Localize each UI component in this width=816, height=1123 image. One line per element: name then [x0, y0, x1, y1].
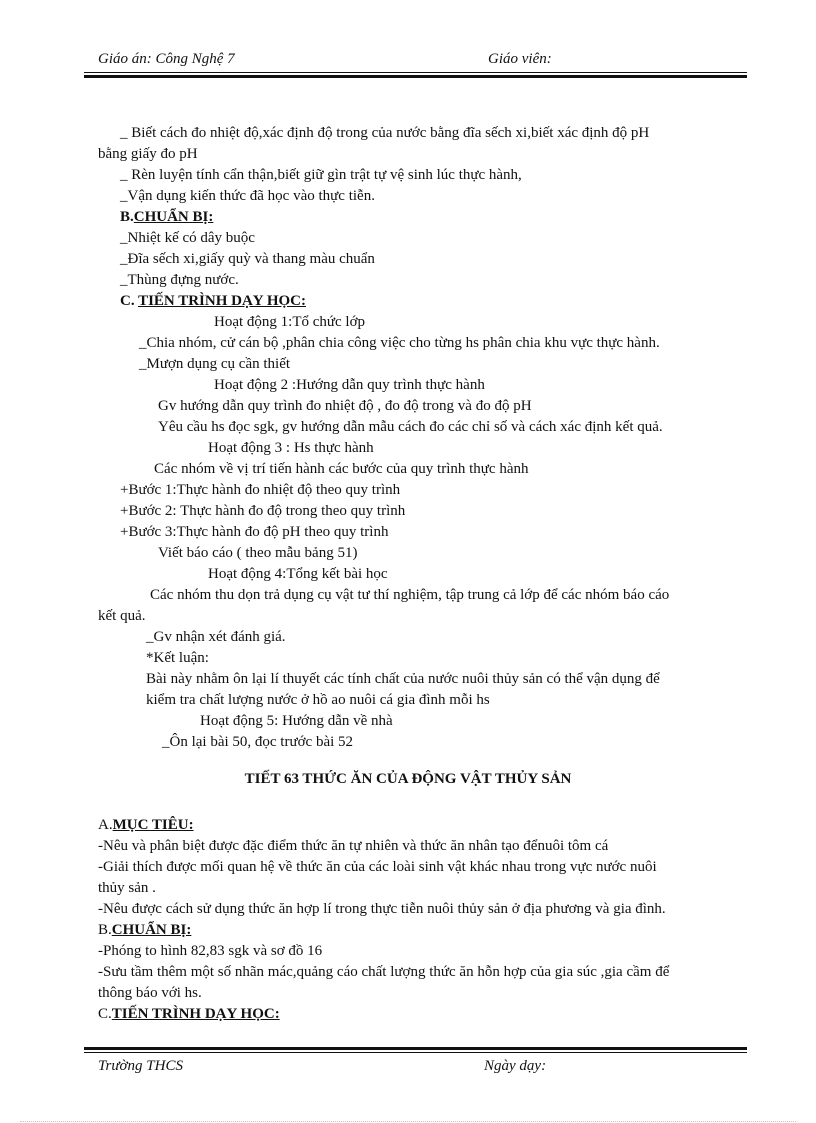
header-rule-thick	[84, 75, 747, 78]
objective-line: -Nêu và phân biệt được đặc điểm thức ăn tự nhiên và thức ăn nhân tạo đểnuôi tôm cá	[98, 838, 609, 854]
body-line: Yêu cầu hs đọc sgk, gv hướng dẫn mẫu cách đo các chỉ số và cách xác định kết quả.	[158, 419, 663, 435]
section-a-title: MỤC TIÊU:	[112, 817, 194, 833]
section-a-prefix: A.	[98, 817, 113, 833]
section-b-heading	[120, 207, 213, 228]
prep-item: -Phóng to hình 82,83 sgk và sơ đồ 16	[98, 943, 323, 959]
objective-line: _ Rèn luyện tính cẩn thận,biết giữ gìn trật tự vệ sinh lúc thực hành,	[120, 167, 522, 183]
section-c-title: TIẾN TRÌNH DẠY HỌC:	[138, 293, 306, 309]
body-line: kiểm tra chất lượng nước ở hồ ao nuôi cá gia đình mỗi hs	[146, 692, 490, 708]
objective-line: thủy sản .	[98, 880, 156, 896]
footer-school: Trường THCS	[98, 1058, 183, 1074]
body-line: kết quả.	[98, 608, 146, 624]
body-line: _Ôn lại bài 50, đọc trước bài 52	[162, 734, 354, 750]
page-edge-divider	[20, 1121, 796, 1122]
header-subject: Giáo án: Công Nghệ 7	[98, 51, 235, 67]
body-line: Gv hướng dẫn quy trình đo nhiệt độ , đo độ trong và đo độ pH	[158, 398, 532, 414]
section-b2-title: CHUẨN BỊ:	[111, 922, 192, 938]
footer-rule-thick	[84, 1047, 747, 1050]
activity-heading: Hoạt động 1:Tổ chức lớp	[214, 314, 366, 330]
objective-line: _ Biết cách đo nhiệt độ,xác định độ trong của nước bằng đĩa sếch xi,biết xác định độ pH	[120, 125, 650, 141]
body-line: _Mượn dụng cụ cần thiết	[139, 356, 291, 372]
objective-line: _Vận dụng kiến thức đã học vào thực tiễn.	[120, 188, 375, 204]
objective-line: -Giải thích được mối quan hệ về thức ăn của các loài sinh vật khác nhau trong vực nước nuôi	[98, 859, 657, 875]
body-line: _Gv nhận xét đánh giá.	[146, 629, 286, 645]
section-b2-prefix: B.	[98, 922, 112, 938]
header-rule-thin	[84, 72, 747, 73]
section-b-prefix: B.	[120, 209, 134, 225]
activity-heading: Hoạt động 4:Tổng kết bài học	[208, 566, 388, 582]
prep-item: _Nhiệt kế có dây buộc	[120, 230, 255, 246]
section-c2-prefix: C.	[98, 1006, 112, 1022]
section-c2-heading	[98, 1004, 280, 1025]
section-b2-heading	[98, 920, 191, 941]
prep-item: -Sưu tầm thêm một số nhãn mác,quảng cáo chất lượng thức ăn hỗn hợp của gia súc ,gia cầm để	[98, 964, 670, 980]
section-c2-title: TIẾN TRÌNH DẠY HỌC:	[111, 1006, 280, 1022]
step-line: +Bước 3:Thực hành đo độ pH theo quy trình	[120, 524, 389, 540]
section-c-heading	[120, 291, 306, 312]
activity-heading: Hoạt động 2 :Hướng dẫn quy trình thực hành	[214, 377, 485, 393]
prep-item: _Đĩa sếch xi,giấy quỳ và thang màu chuẩn	[120, 251, 375, 267]
body-line: Các nhóm về vị trí tiến hành các bước của quy trình thực hành	[154, 461, 529, 477]
section-c-prefix: C.	[120, 293, 139, 309]
body-line: Các nhóm thu dọn trả dụng cụ vật tư thí nghiệm, tập trung cả lớp để các nhóm báo cáo	[150, 587, 670, 603]
step-line: +Bước 2: Thực hành đo độ trong theo quy trình	[120, 503, 406, 519]
footer-date: Ngày dạy:	[484, 1058, 547, 1074]
lesson-title: TIẾT 63 THỨC ĂN CỦA ĐỘNG VẬT THỦY SẢN	[244, 771, 572, 787]
body-line: Viết báo cáo ( theo mẫu bảng 51)	[158, 545, 358, 561]
prep-item: _Thùng đựng nước.	[120, 272, 239, 288]
activity-heading: Hoạt động 5: Hướng dẫn về nhà	[200, 713, 393, 729]
conclusion-label: *Kết luận:	[146, 650, 209, 666]
step-line: +Bước 1:Thực hành đo nhiệt độ theo quy trình	[120, 482, 401, 498]
body-line: Bài này nhằm ôn lại lí thuyết các tính chất của nước nuôi thủy sản có thể vận dụng để	[146, 671, 660, 687]
section-a-heading	[98, 815, 194, 836]
header-teacher: Giáo viên:	[488, 51, 552, 67]
section-b-title: CHUẨN BỊ:	[133, 209, 214, 225]
activity-heading: Hoạt động 3 : Hs thực hành	[208, 440, 374, 456]
footer-rule-thin	[84, 1052, 747, 1053]
objective-line: -Nêu được cách sử dụng thức ăn hợp lí trong thực tiễn nuôi thủy sản ở địa phương và gia đình.	[98, 901, 666, 917]
objective-line: bằng giấy đo pH	[98, 146, 198, 162]
body-line: _Chia nhóm, cử cán bộ ,phân chia công việc cho từng hs phân chia khu vực thực hành.	[139, 335, 660, 351]
prep-item: thông báo với hs.	[98, 985, 202, 1001]
